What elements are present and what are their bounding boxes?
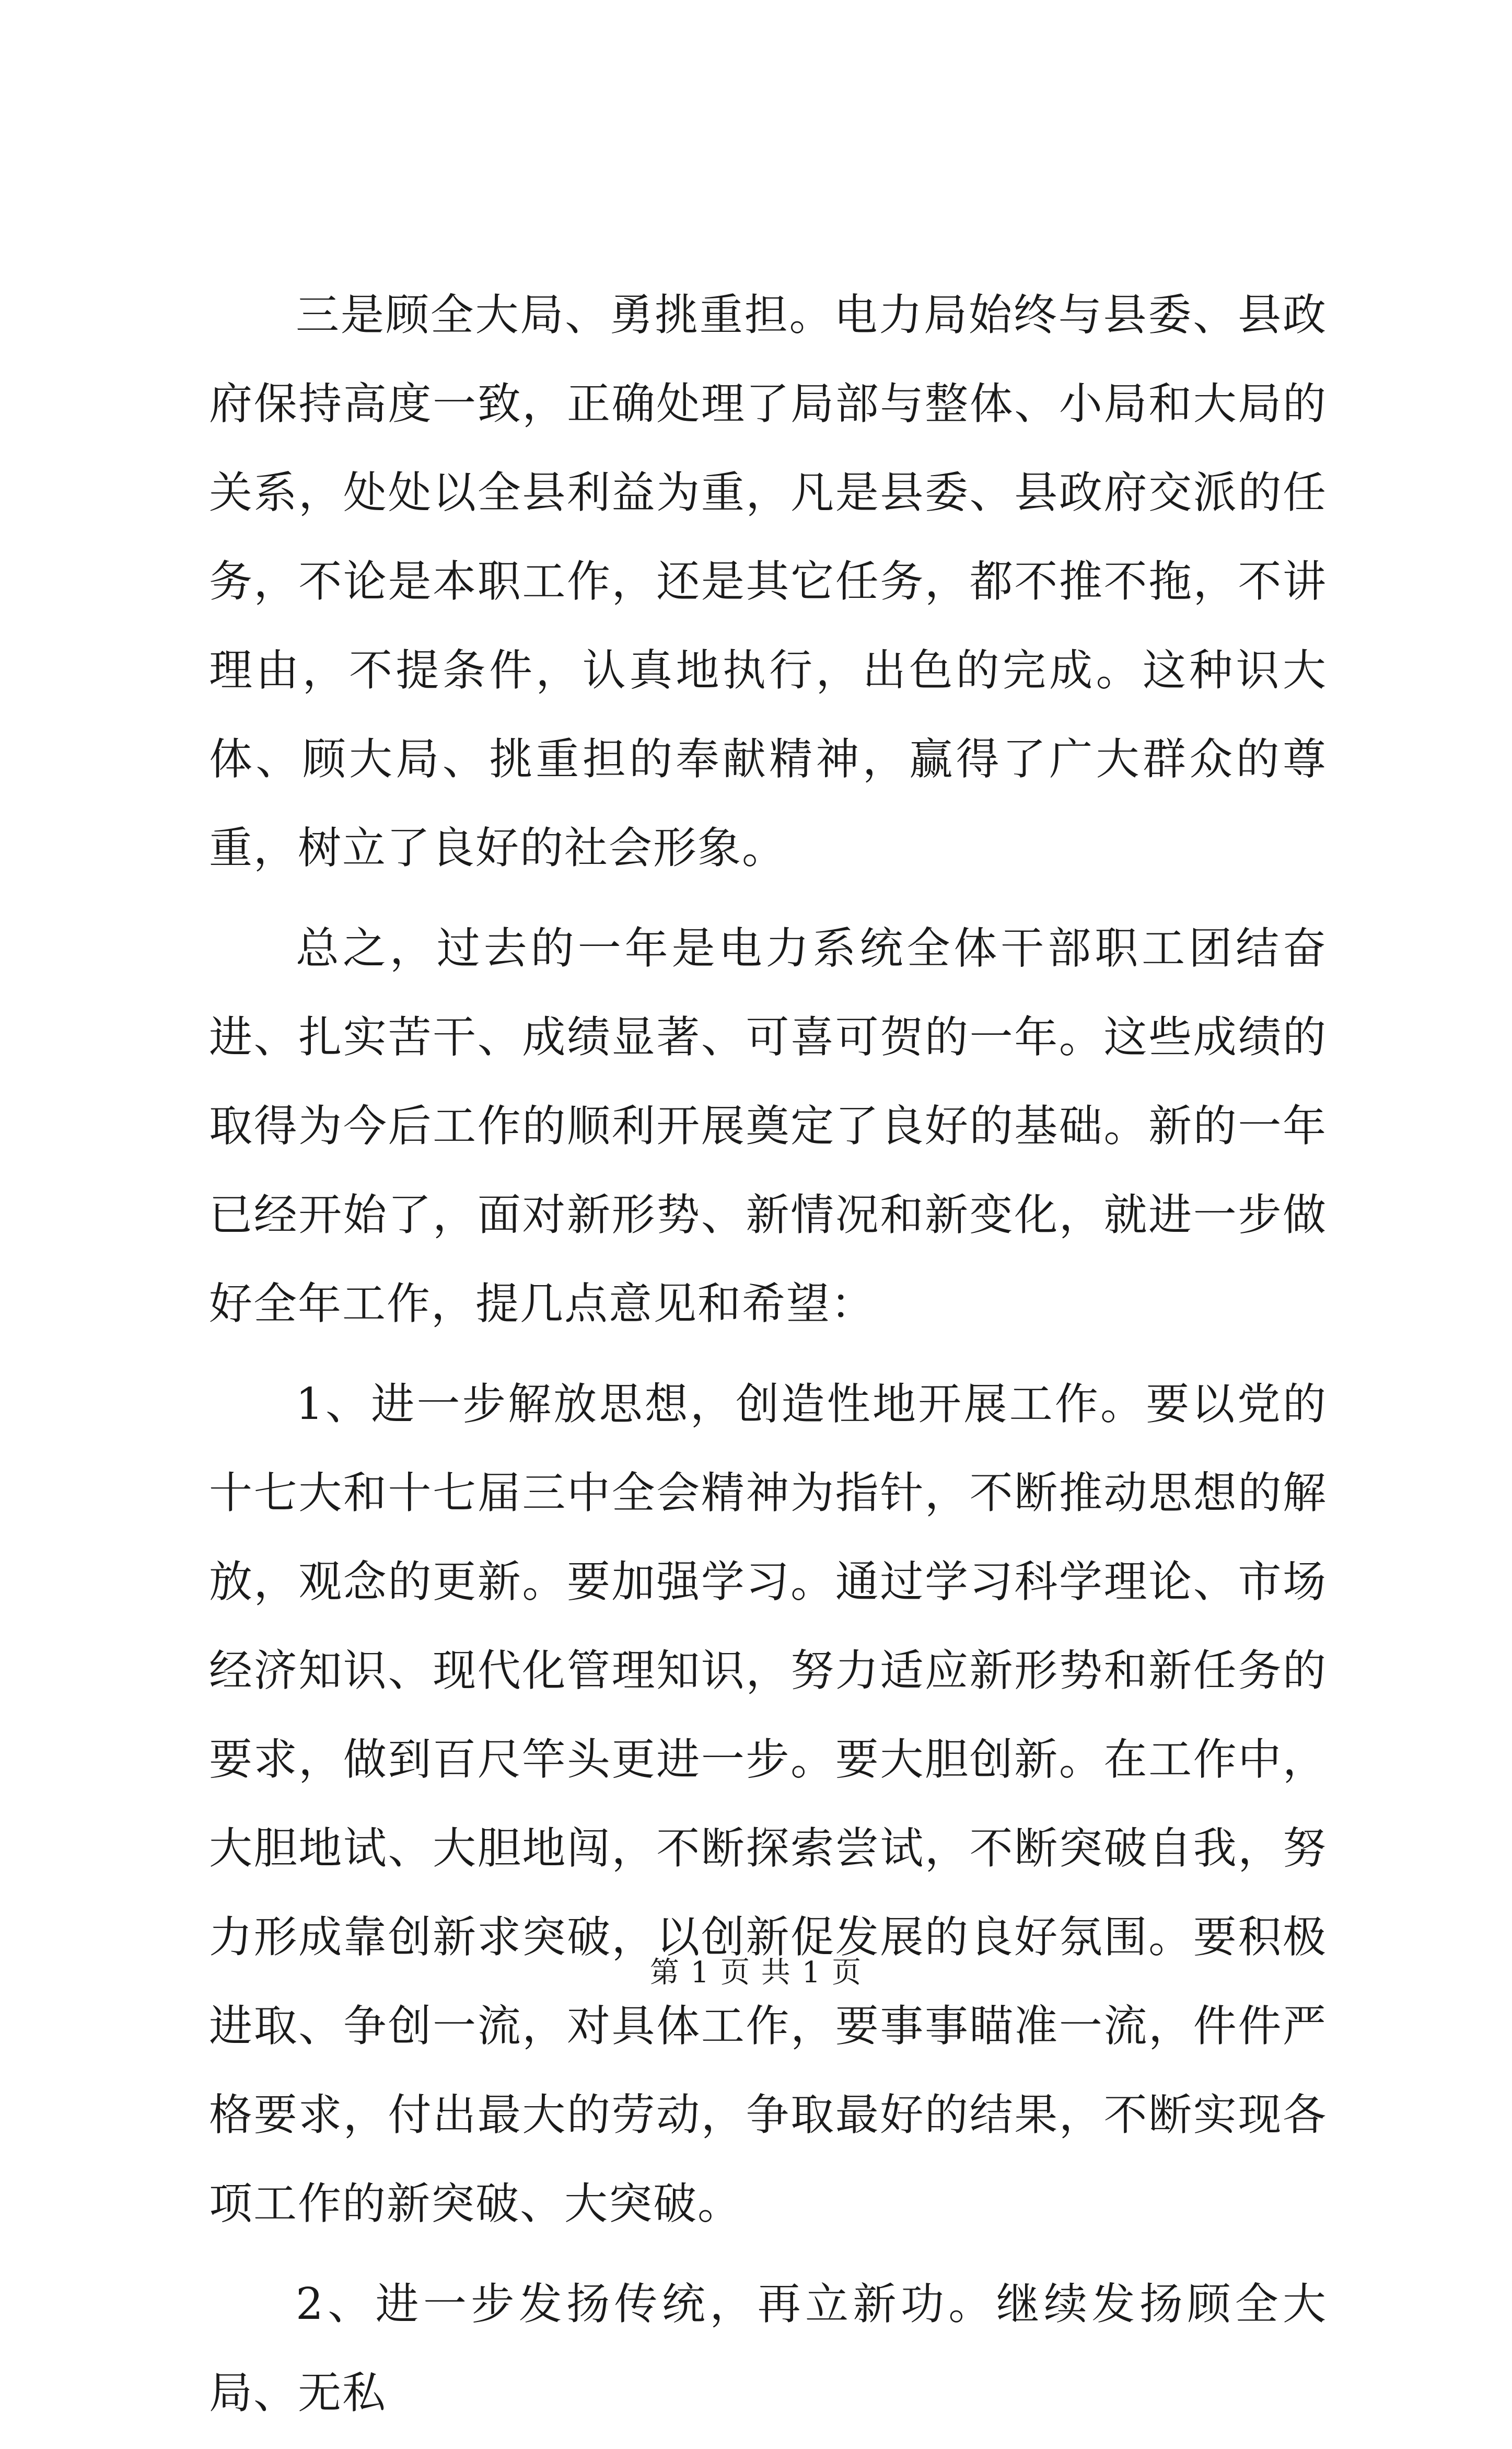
paragraph-point-2: 2、进一步发扬传统，再立新功。继续发扬顾全大局、无私: [209, 2279, 1327, 2418]
page-number-footer: 第 1 页 共 1 页: [649, 1956, 863, 1990]
paragraph-point-1: 1、进一步解放思想，创造性地开展工作。要以党的十七大和十七届三中全会精神为指针，不断推动思想的解放，观念的更新。要加强学习。通过学习科学理论、市场经济知识、现代化管理知识，努力适应新形势和新任务的要求，做到百尺竿头更进一步。要大胆创新。在工作中，大胆地试、大胆地闯，不断探索尝试，不断突破自我，努力形成靠创新求突破，以创新促发展的良好氛围。要积极进取、争创一流，对具体工作，要事事瞄准一流，件件严格要求，付出最大的劳动，争取最好的结果，不断实现各项工作的新突破、大突破。: [209, 1379, 1327, 2229]
paragraph-summary: 总之，过去的一年是电力系统全体干部职工团结奋进、扎实苦干、成绩显著、可喜可贺的一年。这些成绩的取得为今后工作的顺利开展奠定了良好的基础。新的一年已经开始了，面对新形势、新情况和新变化，就进一步做好全年工作，提几点意见和希望：: [209, 923, 1327, 1329]
document-body: [209, 271, 1327, 2449]
paragraph-overall-situation: 三是顾全大局、勇挑重担。电力局始终与县委、县政府保持高度一致，正确处理了局部与整体、小局和大局的关系，处处以全县利益为重，凡是县委、县政府交派的任务，不论是本职工作，还是其它任务，都不推不拖，不讲理由，不提条件，认真地执行，出色的完成。这种识大体、顾大局、挑重担的奉献精神，赢得了广大群众的尊重，树立了良好的社会形象。: [209, 290, 1327, 873]
